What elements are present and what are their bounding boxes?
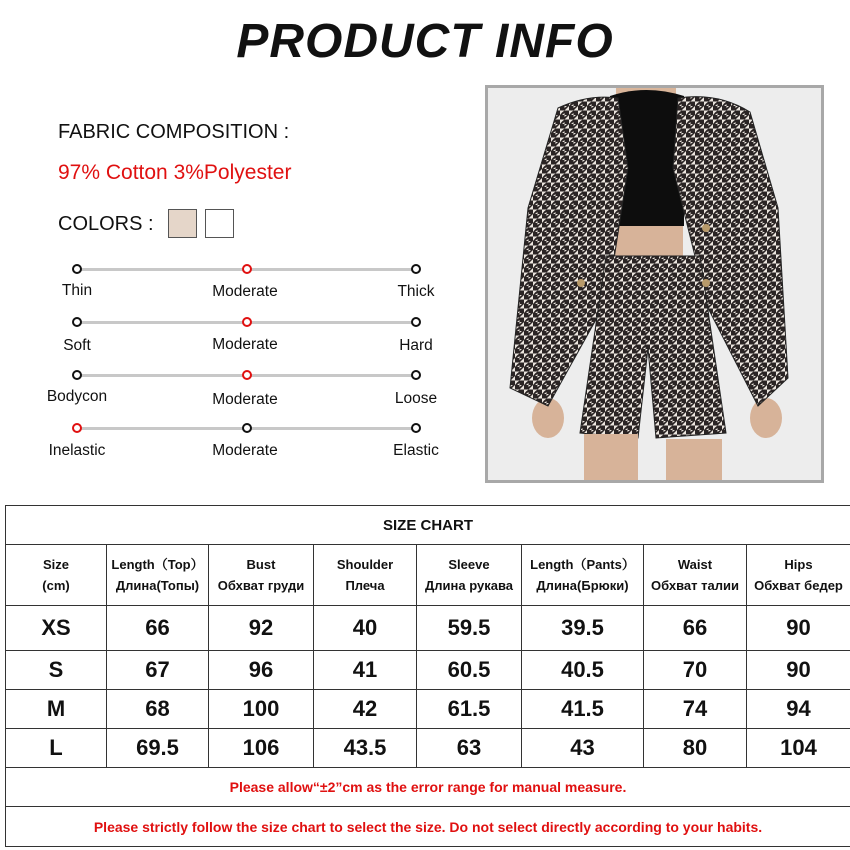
table-cell: 96 [209, 651, 314, 690]
header-line-1: Shoulder [336, 557, 394, 572]
table-cell: 69.5 [107, 729, 209, 768]
header-bust [209, 545, 314, 606]
scale-dot-middle [242, 317, 252, 327]
table-cell: 39.5 [522, 606, 644, 651]
page-title: PRODUCT INFO [236, 15, 614, 68]
header-line-1: Length（Top） [111, 557, 204, 572]
header-sleeve [417, 545, 522, 606]
table-cell: 104 [747, 729, 850, 768]
header-line-2: Обхват бедер [754, 578, 843, 593]
table-cell: 63 [417, 729, 522, 768]
table-cell: 66 [107, 606, 209, 651]
header-line-1: Length（Pants） [530, 557, 635, 572]
header-line-1: Waist [677, 557, 713, 572]
scale-dot-left [72, 317, 82, 327]
header-line-2: (cm) [42, 578, 70, 593]
scale-label-left: Soft [63, 337, 91, 354]
header-line-2: Длина(Брюки) [536, 578, 629, 593]
header-hips [747, 545, 850, 606]
table-cell: 41 [314, 651, 417, 690]
size-chart-table [5, 505, 850, 847]
scale-label-left: Thin [61, 282, 93, 299]
note-row [6, 768, 850, 807]
table-cell: 67 [107, 651, 209, 690]
scale-label-middle: Moderate [212, 336, 278, 353]
table-cell: 94 [747, 690, 850, 729]
table-cell: 43.5 [314, 729, 417, 768]
scale-dot-right [411, 370, 421, 380]
header-shoulder [314, 545, 417, 606]
header-line-1: Size [42, 557, 69, 572]
color-swatch-beige[interactable] [168, 209, 197, 238]
scale-label-right: Thick [397, 283, 435, 300]
softness-scale [0, 322, 460, 362]
table-cell: 70 [644, 651, 747, 690]
scale-dot-left [72, 423, 82, 433]
scale-dot-left [72, 370, 82, 380]
table-cell: 92 [209, 606, 314, 651]
thickness-scale [0, 269, 460, 309]
scale-label-middle: Moderate [212, 283, 278, 300]
table-cell: 40 [314, 606, 417, 651]
header-length-pants [522, 545, 644, 606]
scale-label-right: Loose [394, 390, 438, 407]
elasticity-scale [0, 428, 460, 468]
header-line-1: Hips [784, 557, 813, 572]
fabric-composition-label: FABRIC COMPOSITION : [58, 121, 290, 143]
table-cell: 42 [314, 690, 417, 729]
header-line-2: Длина рукава [425, 578, 513, 593]
table-row [6, 729, 850, 768]
header-line-1: Bust [246, 557, 276, 572]
scale-dot-right [411, 317, 421, 327]
table-cell: 40.5 [522, 651, 644, 690]
colors-label: COLORS : [58, 213, 154, 235]
table-cell: 43 [522, 729, 644, 768]
model-illustration [488, 88, 821, 480]
header-line-2: Плеча [345, 578, 385, 593]
table-cell: 80 [644, 729, 747, 768]
size-selection-note: Please strictly follow the size chart to select the size. Do not select directly according to your habits. [6, 807, 850, 847]
size-chart-header-row [6, 545, 850, 606]
header-size [6, 545, 107, 606]
scale-dot-middle [242, 264, 252, 274]
table-cell: 66 [644, 606, 747, 651]
table-cell: XS [6, 606, 107, 651]
table-cell: 41.5 [522, 690, 644, 729]
table-cell: S [6, 651, 107, 690]
table-cell: 68 [107, 690, 209, 729]
table-row [6, 651, 850, 690]
scale-dot-middle [242, 423, 252, 433]
table-cell: 90 [747, 651, 850, 690]
header-line-2: Обхват талии [651, 578, 739, 593]
scale-label-left: Bodycon [46, 388, 108, 405]
size-chart-title: SIZE CHART [6, 506, 850, 545]
table-cell: 60.5 [417, 651, 522, 690]
color-swatch-white[interactable] [205, 209, 234, 238]
table-row [6, 690, 850, 729]
measurement-error-note: Please allow“±2”cm as the error range for manual measure. [6, 768, 850, 807]
header-line-2: Обхват груди [217, 578, 305, 593]
table-cell: 74 [644, 690, 747, 729]
table-cell: 59.5 [417, 606, 522, 651]
scale-label-left: Inelastic [48, 442, 106, 459]
scale-label-middle: Moderate [212, 442, 278, 459]
header-length-top [107, 545, 209, 606]
header-waist [644, 545, 747, 606]
scale-dot-right [411, 423, 421, 433]
table-row [6, 606, 850, 651]
header-line-1: Sleeve [448, 557, 490, 572]
table-cell: 106 [209, 729, 314, 768]
fabric-composition-value: 97% Cotton 3%Polyester [58, 161, 292, 184]
table-cell: 90 [747, 606, 850, 651]
table-cell: 61.5 [417, 690, 522, 729]
product-photo [485, 85, 824, 483]
header-line-2: Длина(Топы) [115, 578, 200, 593]
note-row [6, 807, 850, 847]
scale-label-right: Hard [399, 337, 433, 354]
table-cell: 100 [209, 690, 314, 729]
table-cell: L [6, 729, 107, 768]
scale-dot-left [72, 264, 82, 274]
scale-label-middle: Moderate [212, 391, 278, 408]
table-cell: M [6, 690, 107, 729]
scale-dot-middle [242, 370, 252, 380]
scale-dot-right [411, 264, 421, 274]
fit-scale [0, 375, 460, 415]
scale-label-right: Elastic [393, 442, 439, 459]
